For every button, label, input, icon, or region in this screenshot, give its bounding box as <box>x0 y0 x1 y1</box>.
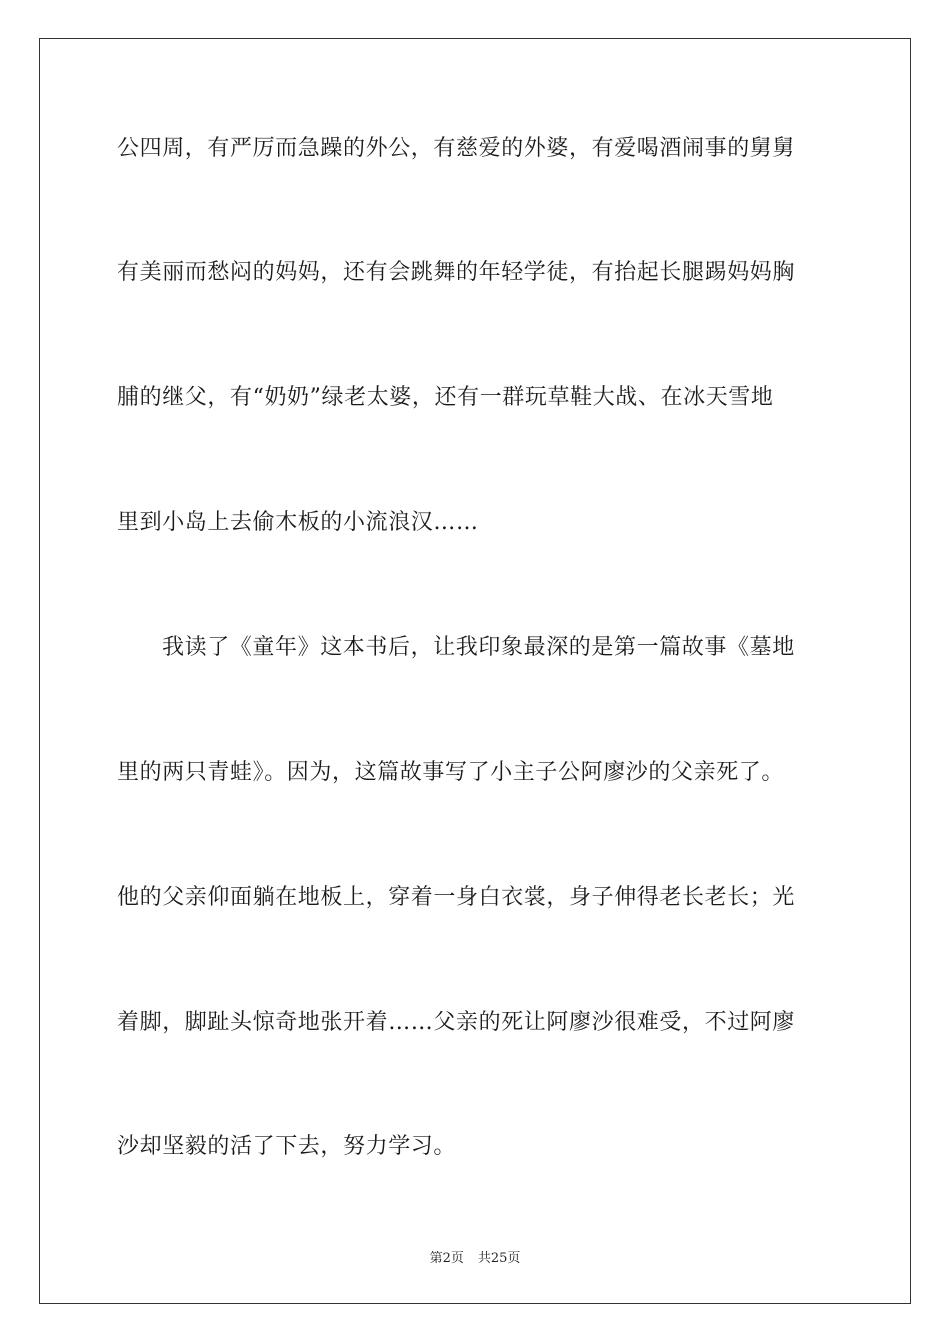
text-line: 里到小岛上去偷木板的小流浪汉…… <box>117 510 479 535</box>
text-line: 里的两只青蛙》。因为，这篇故事写了小主子公阿廖沙的父亲死了。 <box>117 760 785 785</box>
page-footer <box>0 1247 950 1266</box>
text-line: 他的父亲仰面躺在地板上，穿着一身白衣裳，身子伸得老长老长；光 <box>117 885 796 910</box>
text-line: 公四周，有严厉而急躁的外公，有慈爱的外婆，有爱喝酒闹事的舅舅 <box>117 136 796 161</box>
page-total: 共25页 <box>477 1251 521 1266</box>
text-line: 有美丽而愁闷的妈妈，还有会跳舞的年轻学徒，有抬起长腿踢妈妈胸 <box>117 260 796 285</box>
page-number: 第2页 <box>429 1251 464 1266</box>
text-line: 脯的继父，有“奶奶”绿老太婆，还有一群玩草鞋大战、在冰天雪地 <box>117 385 774 410</box>
text-line: 着脚，脚趾头惊奇地张开着……父亲的死让阿廖沙很难受，不过阿廖 <box>117 1010 796 1035</box>
text-line: 我读了《童年》这本书后，让我印象最深的是第一篇故事《墓地 <box>162 635 795 660</box>
page-border <box>39 38 911 1304</box>
text-line: 沙却坚毅的活了下去，努力学习。 <box>117 1134 457 1159</box>
